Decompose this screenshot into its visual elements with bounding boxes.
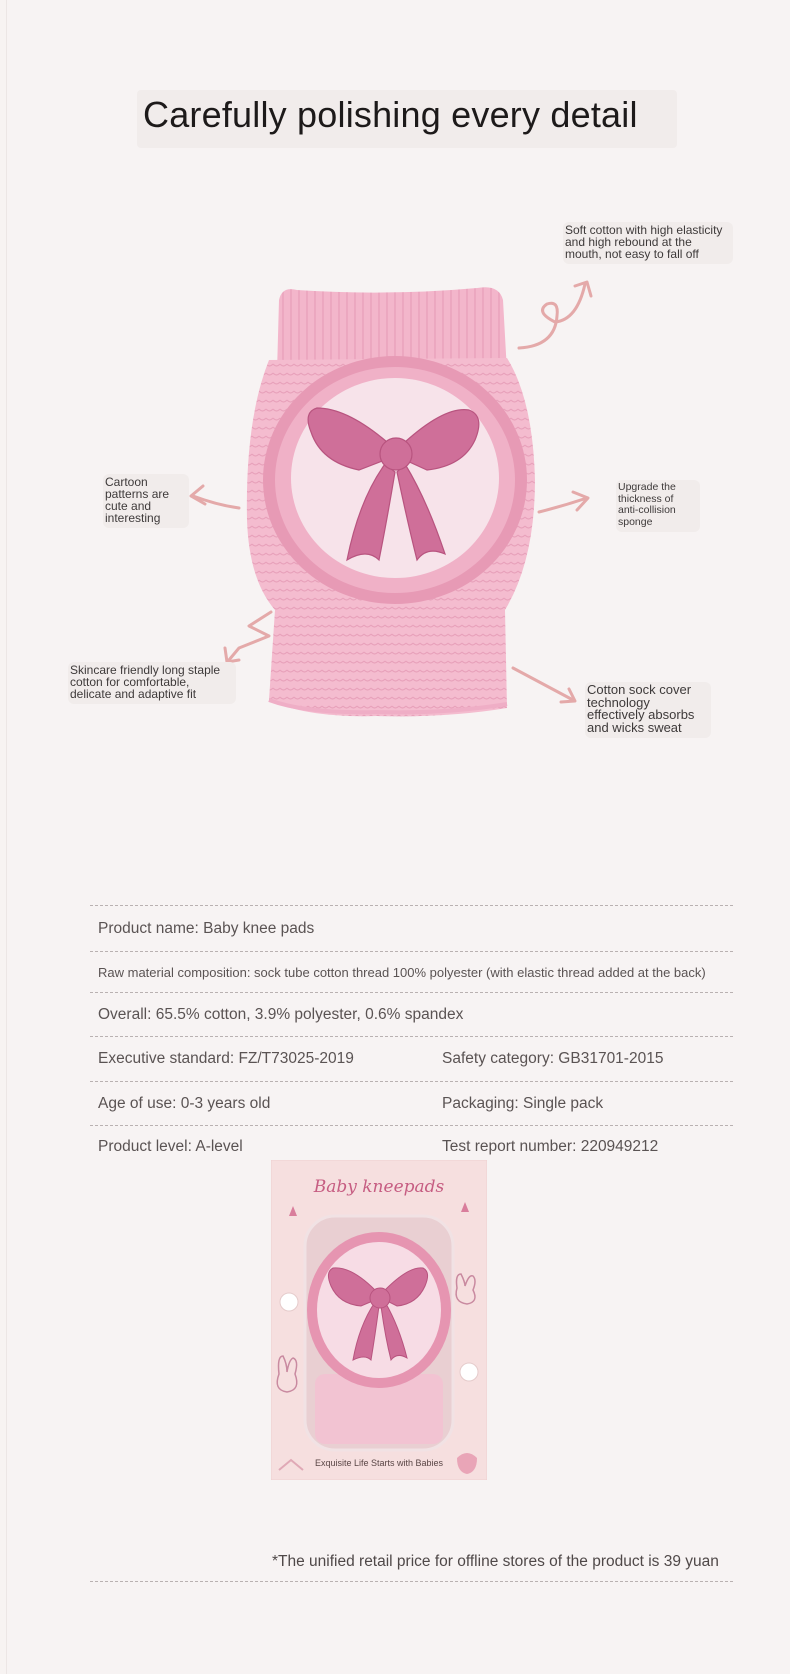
callout-cuff: Soft cotton with high elasticity and high rebound at the mouth, not easy to fall off — [563, 222, 733, 264]
bow-pad — [263, 356, 527, 604]
callout-sponge: Upgrade the thickness of anti-collision sponge — [616, 480, 700, 532]
page-title: Carefully polishing every detail — [143, 94, 638, 135]
table-row — [90, 992, 733, 1036]
callout-sweat: Cotton sock cover technology effectively absorbs and wicks sweat — [585, 682, 711, 738]
spec-test-report: Test report number: 220949212 — [442, 1138, 659, 1155]
arrow-bottom-right — [513, 668, 573, 700]
arrow-bottom-left — [229, 612, 271, 660]
spec-product-name: Product name: Baby knee pads — [98, 919, 315, 937]
knee-pad-illustration — [7, 0, 790, 760]
spec-packaging: Packaging: Single pack — [442, 1094, 604, 1112]
divider — [90, 1581, 733, 1582]
package-title: Baby kneepads — [313, 1177, 445, 1197]
spec-raw-material: Raw material composition: sock tube cotton thread 100% polyester (with elastic thread added at the back) — [98, 964, 706, 980]
table-row — [90, 905, 733, 951]
spec-safety-category: Safety category: GB31701-2015 — [442, 1050, 664, 1067]
package-tagline: Exquisite Life Starts with Babies — [314, 1458, 444, 1468]
spec-table — [90, 905, 733, 1168]
table-row — [90, 951, 733, 992]
spec-product-level: Product level: A-level — [98, 1138, 243, 1155]
spec-overall: Overall: 65.5% cotton, 3.9% polyester, 0.6% spandex — [98, 1005, 464, 1023]
spec-executive-standard: Executive standard: FZ/T73025-2019 — [98, 1050, 354, 1067]
callout-cartoon: Cartoon patterns are cute and interesting — [103, 474, 189, 528]
product-detail-page — [6, 0, 790, 1674]
table-row — [90, 1036, 733, 1081]
spec-age: Age of use: 0-3 years old — [98, 1094, 271, 1112]
package-image — [271, 1160, 487, 1480]
price-note: *The unified retail price for offline stores of the product is 39 yuan — [272, 1553, 719, 1570]
bunny-face-icon — [280, 1293, 298, 1311]
table-row — [90, 1081, 733, 1125]
arrow-top-right — [519, 284, 585, 348]
bunny-face-icon — [460, 1363, 478, 1381]
callout-cotton: Skincare friendly long staple cotton for comfortable, delicate and adaptive fit — [68, 662, 236, 704]
